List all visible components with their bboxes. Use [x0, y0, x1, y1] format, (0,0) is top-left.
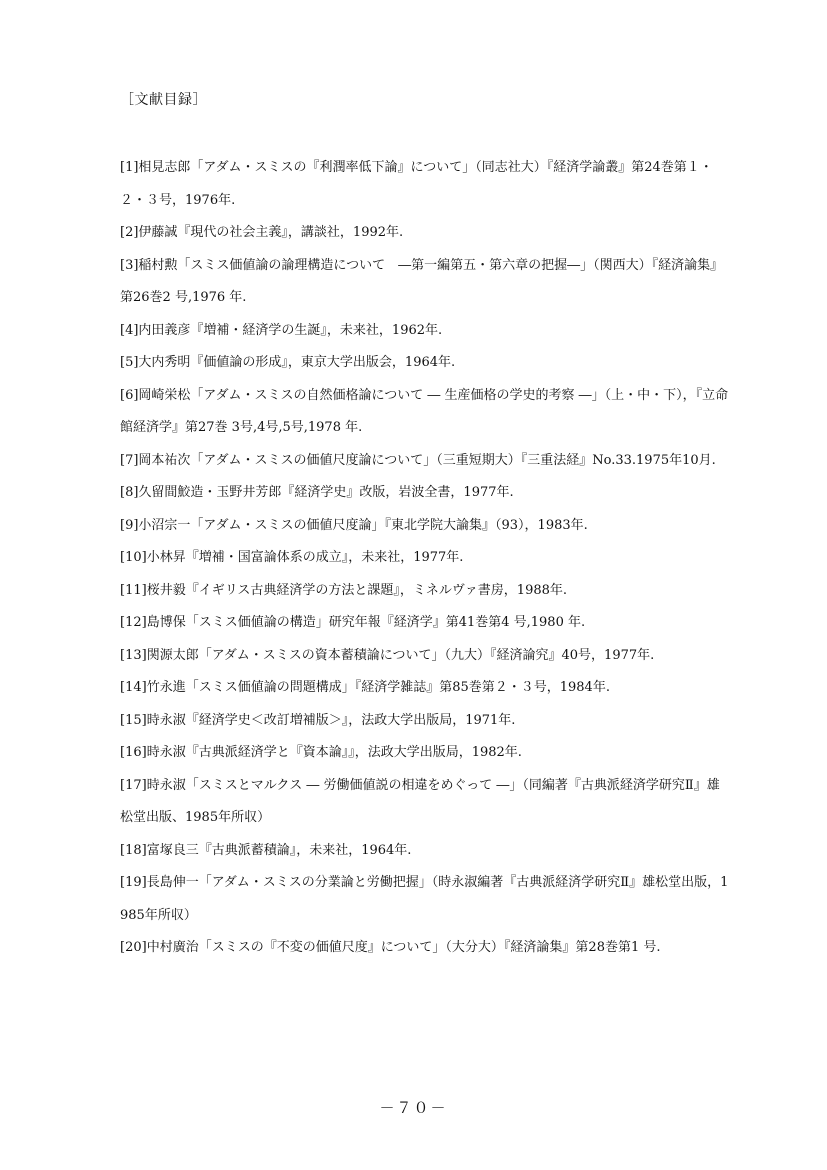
reference-item [120, 640, 730, 673]
reference-text: 伊藤誠『現代の社会主義』，講談社，1992年. [138, 225, 404, 240]
reference-number: [7] [120, 452, 139, 468]
reference-item [120, 705, 730, 738]
reference-item [120, 672, 730, 705]
reference-item [120, 445, 730, 478]
reference-item [120, 380, 730, 445]
reference-text: 小沼宗一「アダム・スミスの価値尺度論」『東北学院大論集』（93），1983年. [138, 517, 588, 533]
reference-text: 内田義彦『増補・経済学の生誕』，未来社，1962年. [138, 322, 443, 338]
reference-item [120, 737, 730, 770]
reference-item [120, 217, 730, 250]
reference-number: [14] [120, 680, 147, 695]
reference-number: [5] [120, 355, 139, 370]
reference-number: [12] [120, 615, 147, 630]
reference-item [120, 835, 730, 868]
reference-text: 時永淑『古典派経済学と『資本論』』，法政大学出版局，1982年. [146, 745, 522, 760]
reference-text: 長島伸一「アダム・スミスの分業論と労働把握」（時永淑編著『古典派経済学研究Ⅱ』雄松堂出版，1985年所収） [120, 875, 729, 923]
reference-text: 時永淑『経済学史＜改訂増補版＞』，法政大学出版局，1971年. [146, 712, 516, 728]
page-number: －７０－ [379, 1099, 448, 1117]
reference-item [120, 867, 730, 932]
reference-text: 相見志郎「アダム・スミスの『利潤率低下論』について」（同志社大）『経済学論叢』第24巻第１・２・３号，1976年. [120, 160, 713, 208]
reference-number: [13] [120, 647, 147, 663]
reference-text: 関源太郎「アダム・スミスの資本蓄積論について」（九大）『経済論究』40号，1977年. [146, 647, 655, 663]
reference-number: [17] [120, 777, 147, 793]
reference-text: 竹永進「スミス価値論の問題構成」『経済学雑誌』第85巻第２・３号，1984年. [146, 680, 610, 695]
reference-item [120, 575, 730, 608]
reference-number: [16] [120, 745, 147, 760]
reference-item [120, 250, 730, 315]
reference-number: [8] [120, 485, 139, 500]
reference-number: [19] [120, 875, 147, 890]
reference-text: 岡本祐次「アダム・スミスの価値尺度論について」（三重短期大）『三重法経』No.33.1975年10月. [138, 452, 716, 468]
reference-text: 岡崎栄松「アダム・スミスの自然価格論について ― 生産価格の学史的考察 ―」（上・中・下），『立命館経済学』第27巻 3号,4号,5号,1978 年. [120, 387, 729, 435]
reference-number: [18] [120, 842, 147, 858]
reference-item [120, 932, 730, 965]
reference-number: [15] [120, 712, 147, 728]
reference-text: 中村廣治「スミスの『不変の価値尺度』について」（大分大）『経済論集』第28巻第1 号. [146, 940, 661, 955]
bibliography-heading: ［文献目録］ [120, 92, 207, 108]
reference-item [120, 315, 730, 348]
reference-text: 桜井毅『イギリス古典経済学の方法と課題』，ミネルヴァ書房，1988年. [146, 582, 568, 598]
reference-item [120, 152, 730, 217]
reference-item [120, 477, 730, 510]
reference-text: 稲村勲「スミス価値論の論理構造について ―第一編第五・第六章の把握―」（関西大）『経済論集』第26巻2 号,1976 年. [120, 257, 724, 305]
reference-text: 小林昇『増補・国富論体系の成立』，未来社，1977年. [146, 550, 464, 565]
reference-number: [1] [120, 160, 139, 175]
reference-number: [9] [120, 517, 139, 533]
reference-text: 富塚良三『古典派蓄積論』，未来社，1964年. [146, 842, 412, 858]
reference-item [120, 770, 730, 835]
reference-text: 久留間鮫造・玉野井芳郎『経済学史』改版，岩波全書，1977年. [138, 485, 514, 500]
reference-item [120, 607, 730, 640]
reference-text: 島博保「スミス価値論の構造」研究年報『経済学』第41巻第4 号,1980 年. [146, 615, 586, 630]
reference-text: 時永淑「スミスとマルクス ― 労働価値説の相違をめぐって ―」（同編著『古典派経済学研究Ⅱ』雄松堂出版、1985年所収） [120, 777, 720, 825]
reference-item [120, 510, 730, 543]
reference-item [120, 347, 730, 380]
reference-number: [6] [120, 387, 139, 403]
reference-number: [3] [120, 257, 139, 273]
reference-number: [11] [120, 582, 147, 598]
reference-item [120, 542, 730, 575]
reference-number: [2] [120, 225, 139, 240]
reference-list [120, 152, 730, 965]
reference-number: [20] [120, 940, 147, 955]
reference-number: [4] [120, 322, 139, 338]
reference-number: [10] [120, 550, 147, 565]
reference-text: 大内秀明『価値論の形成』，東京大学出版会，1964年. [138, 355, 456, 370]
